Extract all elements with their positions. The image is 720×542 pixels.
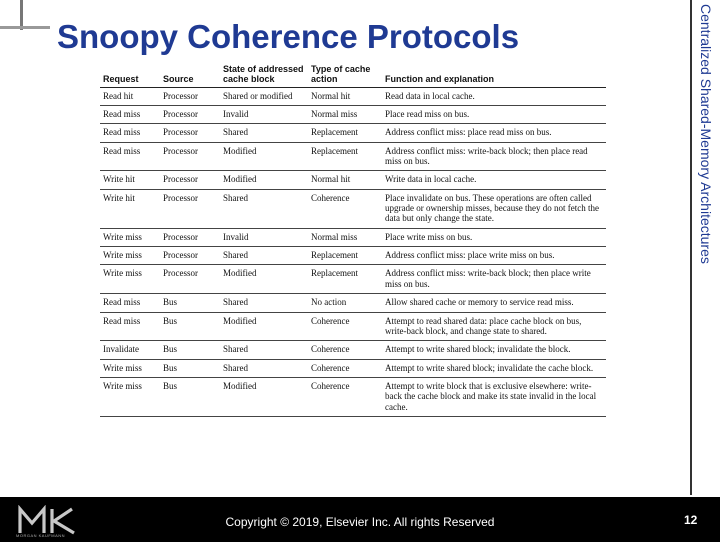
table-row: [100, 312, 606, 341]
table-cell: Modified: [223, 174, 257, 185]
table-cell: Processor: [163, 109, 198, 120]
table-cell: Place invalidate on bus. These operations are often called upgrade or ownership misses, because they do not fetch the data but only change the state.: [385, 192, 599, 224]
table-cell: Coherence: [311, 362, 350, 373]
table-row: [100, 247, 606, 265]
table-cell: Bus: [163, 362, 178, 373]
table-row: [100, 171, 606, 189]
table-cell: Processor: [163, 250, 198, 261]
table-row: [100, 377, 606, 416]
copyright-text: Copyright © 2019, Elsevier Inc. All rights Reserved: [225, 515, 495, 529]
table-body: [100, 87, 606, 416]
table-cell: Attempt to write shared block; invalidate the block.: [385, 344, 571, 355]
table-cell: Write miss: [103, 380, 142, 391]
slide-title: Snoopy Coherence Protocols: [57, 18, 520, 55]
table-cell: Write hit: [103, 192, 135, 203]
table-cell: Place write miss on bus.: [385, 231, 473, 242]
table-cell: Shared: [223, 250, 248, 261]
table-cell: Bus: [163, 380, 178, 391]
side-title-panel: [690, 0, 720, 345]
table-cell: Bus: [163, 297, 178, 308]
table-cell: Place read miss on bus.: [385, 109, 470, 120]
table-cell: Read miss: [103, 145, 141, 156]
column-header: Source: [163, 74, 194, 85]
table-cell: Modified: [223, 315, 257, 326]
column-header: State of addressed cache block: [223, 64, 304, 85]
table-row: [100, 359, 606, 377]
table-cell: Processor: [163, 174, 198, 185]
table-cell: Normal miss: [311, 109, 358, 120]
table-cell: Invalid: [223, 109, 249, 120]
table-cell: Address conflict miss: write-back block; then place write miss on bus.: [385, 268, 591, 289]
table-row: [100, 87, 606, 105]
footer-bar: [0, 495, 720, 542]
table-cell: Write miss: [103, 268, 142, 279]
table-cell: Processor: [163, 145, 198, 156]
table-cell: Attempt to write block that is exclusive elsewhere: write-back the cache block and make its state invalid in the local cache.: [385, 380, 597, 412]
table-cell: Invalidate: [103, 344, 139, 355]
table-cell: Modified: [223, 268, 257, 279]
table-cell: Shared: [223, 192, 248, 203]
table-row: [100, 142, 606, 171]
logo-subtext: MORGAN KAUFMANN: [16, 533, 66, 538]
column-header: Function and explanation: [385, 74, 495, 85]
table-cell: Replacement: [311, 145, 358, 156]
table-cell: Coherence: [311, 344, 350, 355]
table-row: [100, 228, 606, 246]
table-cell: Read miss: [103, 297, 141, 308]
protocol-table: [100, 62, 606, 417]
table-cell: Normal miss: [311, 231, 358, 242]
table-cell: Normal hit: [311, 174, 351, 185]
table-cell: Replacement: [311, 268, 358, 279]
table-cell: Read miss: [103, 109, 141, 120]
table-cell: Shared or modified: [223, 90, 293, 101]
table-row: [100, 265, 606, 294]
page-number: 12: [684, 513, 698, 527]
table-cell: Processor: [163, 90, 198, 101]
table-cell: Processor: [163, 192, 198, 203]
table-cell: No action: [311, 297, 347, 308]
column-header: Request: [103, 74, 139, 85]
table-cell: Write data in local cache.: [385, 174, 477, 185]
column-header: Type of cache action: [311, 64, 371, 85]
table-cell: Attempt to read shared data: place cache block on bus, write-back block, and change state to shared.: [385, 315, 582, 336]
table-cell: Write miss: [103, 250, 142, 261]
table-row: [100, 294, 606, 312]
table-cell: Bus: [163, 344, 178, 355]
table-cell: Address conflict miss: write-back block; then place read miss on bus.: [385, 145, 588, 167]
right-divider-line: [690, 345, 692, 495]
table-cell: Read miss: [103, 315, 141, 326]
decorative-horizontal-bar: [0, 26, 50, 29]
table-header-row: [100, 62, 606, 87]
table-row: [100, 341, 606, 359]
table-cell: Shared: [223, 297, 248, 308]
table-cell: Shared: [223, 344, 248, 355]
table-cell: Attempt to write shared block; invalidate the cache block.: [385, 362, 594, 373]
table-cell: Read miss: [103, 127, 141, 138]
table-cell: Modified: [223, 380, 257, 391]
side-title: Centralized Shared-Memory Architectures: [698, 4, 714, 264]
table-cell: Replacement: [311, 127, 358, 138]
table-cell: Coherence: [311, 380, 350, 391]
table-cell: Coherence: [311, 192, 350, 203]
table-cell: Invalid: [223, 231, 249, 242]
protocol-table-container: [100, 62, 606, 417]
table-cell: Read hit: [103, 90, 134, 101]
table-cell: Processor: [163, 127, 198, 138]
table-cell: Address conflict miss: place write miss on bus.: [385, 250, 555, 261]
table-cell: Write miss: [103, 231, 142, 242]
table-cell: Processor: [163, 268, 198, 279]
table-row: [100, 106, 606, 124]
table-cell: Shared: [223, 127, 248, 138]
table-row: [100, 189, 606, 228]
table-cell: Read data in local cache.: [385, 90, 475, 101]
table-cell: Processor: [163, 231, 198, 242]
table-cell: Coherence: [311, 315, 350, 326]
table-cell: Allow shared cache or memory to service read miss.: [385, 297, 574, 308]
table-cell: Normal hit: [311, 90, 351, 101]
table-cell: Address conflict miss: place read miss on bus.: [385, 127, 552, 138]
table-cell: Shared: [223, 362, 248, 373]
table-cell: Write hit: [103, 174, 135, 185]
table-cell: Replacement: [311, 250, 358, 261]
table-cell: Write miss: [103, 362, 142, 373]
table-cell: Bus: [163, 315, 178, 326]
table-cell: Modified: [223, 145, 257, 156]
table-row: [100, 124, 606, 142]
